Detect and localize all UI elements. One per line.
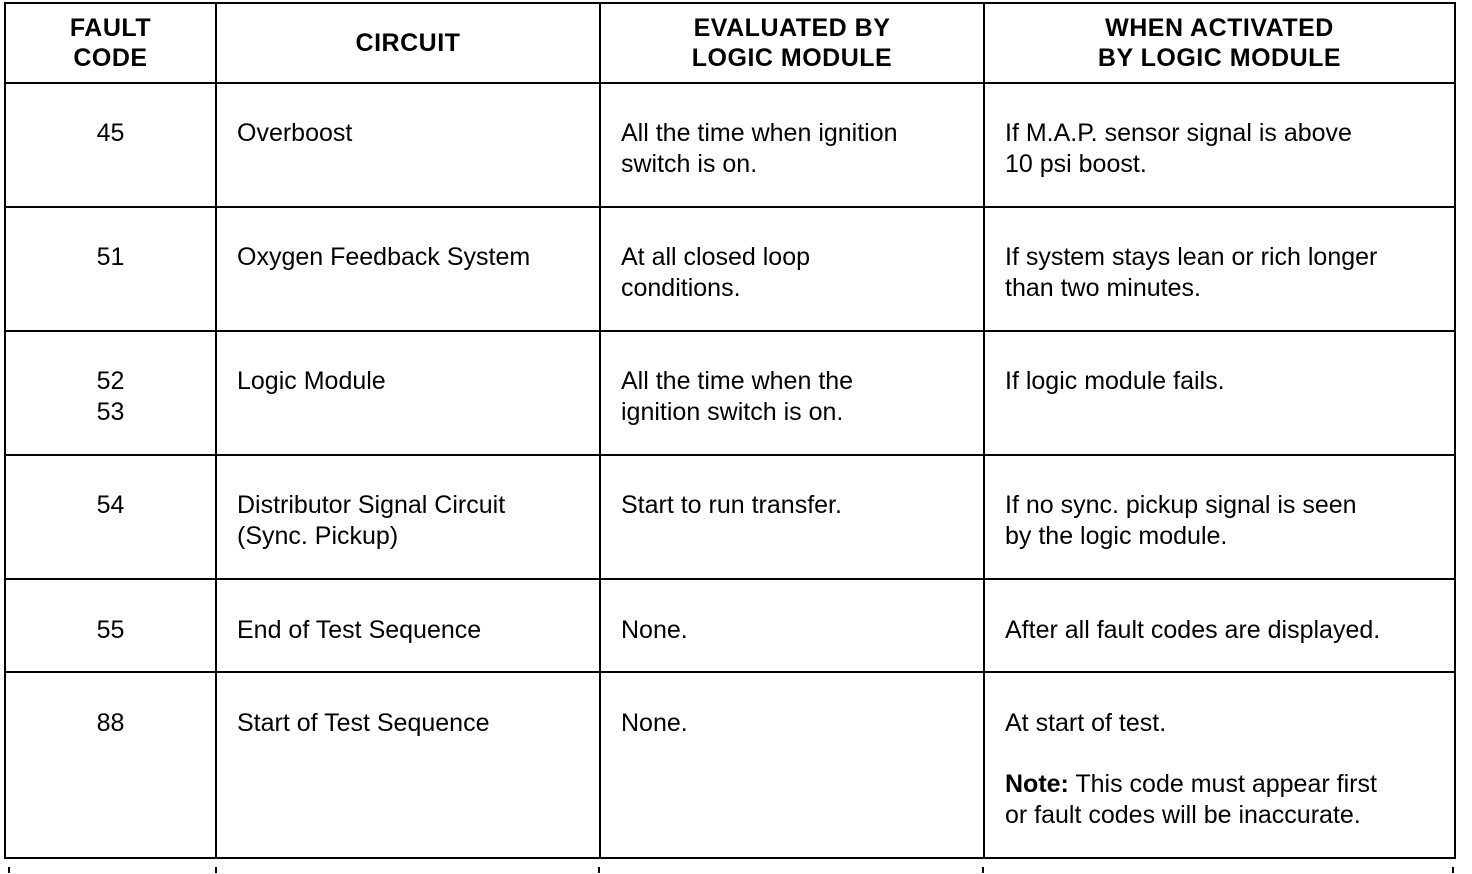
header-when-activated: WHEN ACTIVATED BY LOGIC MODULE: [984, 3, 1455, 83]
table-row: [5, 207, 1455, 331]
circuit-cell: Distributor Signal Circuit (Sync. Pickup): [216, 455, 600, 579]
table-row: [5, 579, 1455, 672]
bottom-tick-mark: [598, 867, 600, 873]
activated-cell: After all fault codes are displayed.: [984, 579, 1455, 672]
circuit-cell: Overboost: [216, 83, 600, 207]
table-row: [5, 83, 1455, 207]
evaluated-cell: None.: [600, 579, 984, 672]
circuit-cell: Start of Test Sequence: [216, 672, 600, 858]
fault-code-cell: 51: [5, 207, 216, 331]
fault-code-cell: 54: [5, 455, 216, 579]
bottom-tick-mark: [1452, 867, 1454, 873]
fault-code-cell: 55: [5, 579, 216, 672]
bottom-tick-mark: [215, 867, 217, 873]
circuit-cell: Oxygen Feedback System: [216, 207, 600, 331]
table-row: [5, 672, 1455, 858]
table-row: [5, 455, 1455, 579]
activated-cell: If system stays lean or rich longer than two minutes.: [984, 207, 1455, 331]
evaluated-cell: Start to run transfer.: [600, 455, 984, 579]
activated-cell: If no sync. pickup signal is seen by the logic module.: [984, 455, 1455, 579]
circuit-cell: End of Test Sequence: [216, 579, 600, 672]
activated-cell: At start of test. Note: This code must appear first or fault codes will be inaccurate.: [984, 672, 1455, 858]
table-header-row: [5, 3, 1455, 83]
note-text: Note: This code must appear first: [1005, 770, 1377, 798]
fault-code-cell: 45: [5, 83, 216, 207]
header-evaluated-by: EVALUATED BY LOGIC MODULE: [600, 3, 984, 83]
table-row: [5, 331, 1455, 455]
fault-code-table: [4, 2, 1456, 859]
header-circuit: CIRCUIT: [216, 3, 600, 83]
evaluated-cell: At all closed loop conditions.: [600, 207, 984, 331]
fault-code-cell: 88: [5, 672, 216, 858]
activated-cell: If M.A.P. sensor signal is above 10 psi boost.: [984, 83, 1455, 207]
activated-cell: If logic module fails.: [984, 331, 1455, 455]
evaluated-cell: All the time when the ignition switch is on.: [600, 331, 984, 455]
evaluated-cell: All the time when ignition switch is on.: [600, 83, 984, 207]
bottom-tick-mark: [8, 867, 10, 873]
bottom-tick-mark: [982, 867, 984, 873]
evaluated-cell: None.: [600, 672, 984, 858]
header-fault-code: FAULT CODE: [5, 3, 216, 83]
fault-code-cell: 52 53: [5, 331, 216, 455]
circuit-cell: Logic Module: [216, 331, 600, 455]
